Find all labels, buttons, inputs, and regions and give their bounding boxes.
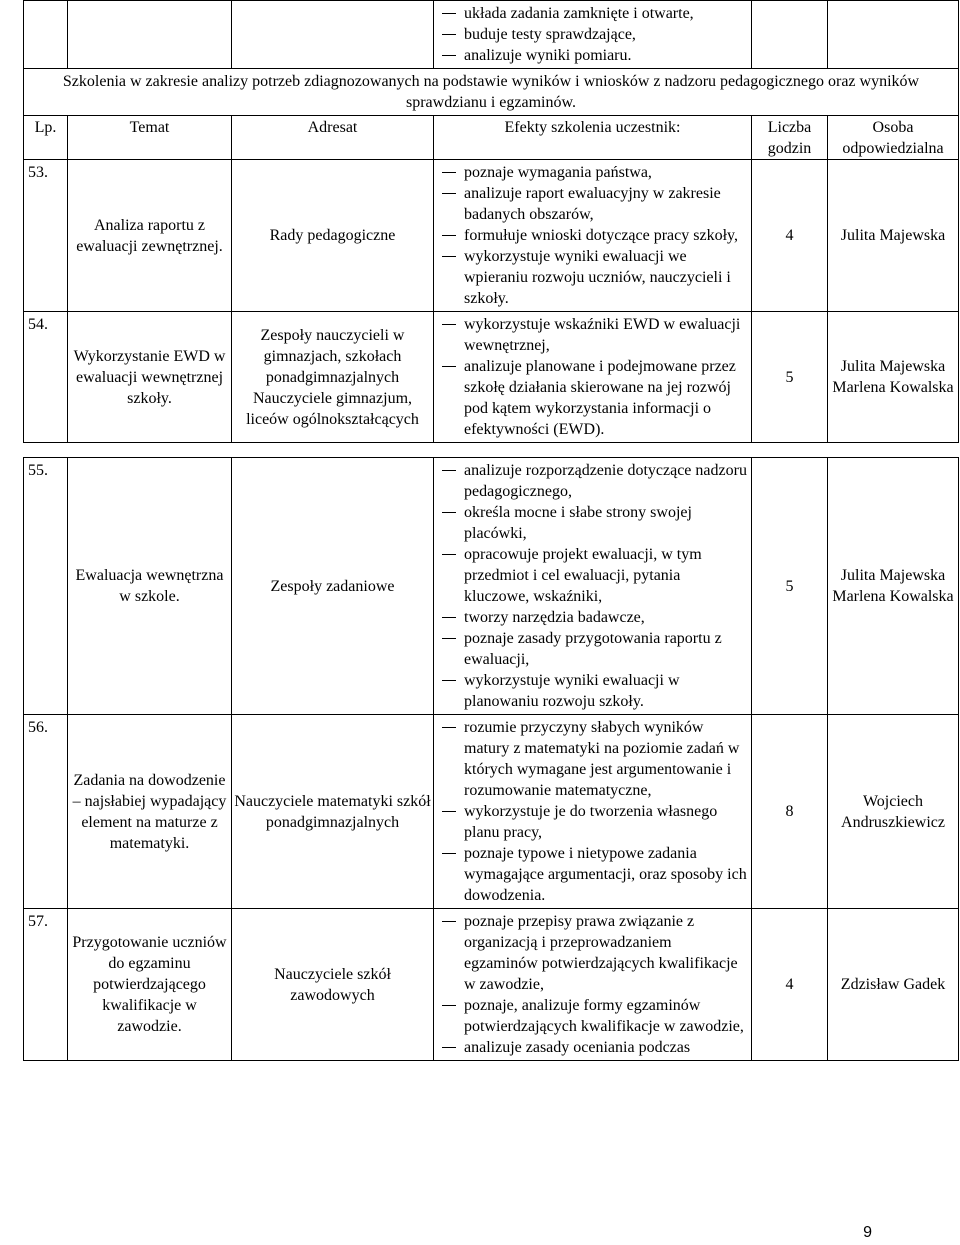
header-row [24,116,959,160]
header-efekty: Efekty szkolenia uczestnik: [434,116,752,160]
row-efekty [434,715,752,909]
row-temat: Ewaluacja wewnętrzna w szkole. [68,458,232,715]
list-item: poznaje wymagania państwa, [438,162,747,183]
row-adresat: Nauczyciele szkół zawodowych [232,909,434,1061]
row-adresat: Rady pedagogiczne [232,160,434,312]
continuation-effects [434,1,752,69]
section-title: Szkolenia w zakresie analizy potrzeb zdiagnozowanych na podstawie wyników i wniosków z nadzoru pedagogicznego oraz wyników sprawdzianu i egzaminów. [24,69,959,116]
row-temat: Zadania na dowodzenie – najsłabiej wypadający element na maturze z matematyki. [68,715,232,909]
row-godziny: 5 [752,458,828,715]
list-item: określa mocne i słabe strony swojej placówki, [438,502,747,544]
list-item: wykorzystuje wyniki ewaluacji w planowaniu rozwoju szkoły. [438,670,747,712]
row-lp: 57. [24,909,68,1061]
table-row [24,160,959,312]
row-osoba: Julita Majewska Marlena Kowalska [828,458,959,715]
row-efekty [434,458,752,715]
row-temat: Przygotowanie uczniów do egzaminu potwierdzającego kwalifikacje w zawodzie. [68,909,232,1061]
list-item: analizuje zasady oceniania podczas [438,1037,747,1058]
row-osoba: Wojciech Andruszkiewicz [828,715,959,909]
row-efekty [434,909,752,1061]
row-lp: 53. [24,160,68,312]
row-lp: 54. [24,312,68,443]
list-item: układa zadania zamknięte i otwarte, [438,3,747,24]
continuation-row [24,1,959,69]
list-item: formułuje wnioski dotyczące pracy szkoły, [438,225,747,246]
row-efekty [434,312,752,443]
row-osoba: Zdzisław Gadek [828,909,959,1061]
row-godziny: 4 [752,909,828,1061]
table-row [24,458,959,715]
page-number: 9 [863,1224,872,1241]
list-item: analizuje raport ewaluacyjny w zakresie badanych obszarów, [438,183,747,225]
list-item: poznaje, analizuje formy egzaminów potwierdzających kwalifikacje w zawodzie, [438,995,747,1037]
header-liczba-godzin: Liczba godzin [752,116,828,160]
list-item: poznaje przepisy prawa związanie z organizacją i przeprowadzaniem egzaminów potwierdzających kwalifikacje w zawodzie, [438,911,747,995]
row-adresat: Zespoły zadaniowe [232,458,434,715]
list-item: buduje testy sprawdzające, [438,24,747,45]
table-row [24,909,959,1061]
row-osoba: Julita Majewska [828,160,959,312]
training-table [23,0,959,1061]
row-godziny: 8 [752,715,828,909]
section-title-row [24,69,959,116]
list-item: wykorzystuje je do tworzenia własnego planu pracy, [438,801,747,843]
list-item: poznaje typowe i nietypowe zadania wymagające argumentacji, oraz sposoby ich dowodzenia. [438,843,747,906]
row-osoba: Julita Majewska Marlena Kowalska [828,312,959,443]
row-godziny: 4 [752,160,828,312]
header-lp: Lp. [24,116,68,160]
list-item: wykorzystuje wskaźniki EWD w ewaluacji wewnętrznej, [438,314,747,356]
list-item: rozumie przyczyny słabych wyników matury z matematyki na poziomie zadań w których wymagane jest argumentowanie i rozumowanie matematyczne, [438,717,747,801]
header-temat: Temat [68,116,232,160]
row-efekty [434,160,752,312]
row-lp: 55. [24,458,68,715]
list-item: poznaje zasady przygotowania raportu z ewaluacji, [438,628,747,670]
list-item: analizuje wyniki pomiaru. [438,45,747,66]
list-item: tworzy narzędzia badawcze, [438,607,747,628]
header-adresat: Adresat [232,116,434,160]
row-temat: Wykorzystanie EWD w ewaluacji wewnętrznej szkoły. [68,312,232,443]
row-adresat: Nauczyciele matematyki szkół ponadgimnazjalnych [232,715,434,909]
row-godziny: 5 [752,312,828,443]
list-item: opracowuje projekt ewaluacji, w tym przedmiot i cel ewaluacji, pytania kluczowe, wskaźniki, [438,544,747,607]
row-adresat: Zespoły nauczycieli w gimnazjach, szkołach ponadgimnazjalnych Nauczyciele gimnazjum, liceów ogólnokształcących [232,312,434,443]
list-item: wykorzystuje wyniki ewaluacji we wpieraniu rozwoju uczniów, nauczycieli i szkoły. [438,246,747,309]
table-row [24,715,959,909]
list-item: analizuje rozporządzenie dotyczące nadzoru pedagogicznego, [438,460,747,502]
row-lp: 56. [24,715,68,909]
list-item: analizuje planowane i podejmowane przez szkołę działania skierowane na jej rozwój pod kątem wykorzystania informacji o efektywności (EWD). [438,356,747,440]
row-temat: Analiza raportu z ewaluacji zewnętrznej. [68,160,232,312]
table-row [24,312,959,443]
header-osoba: Osoba odpowiedzialna [828,116,959,160]
